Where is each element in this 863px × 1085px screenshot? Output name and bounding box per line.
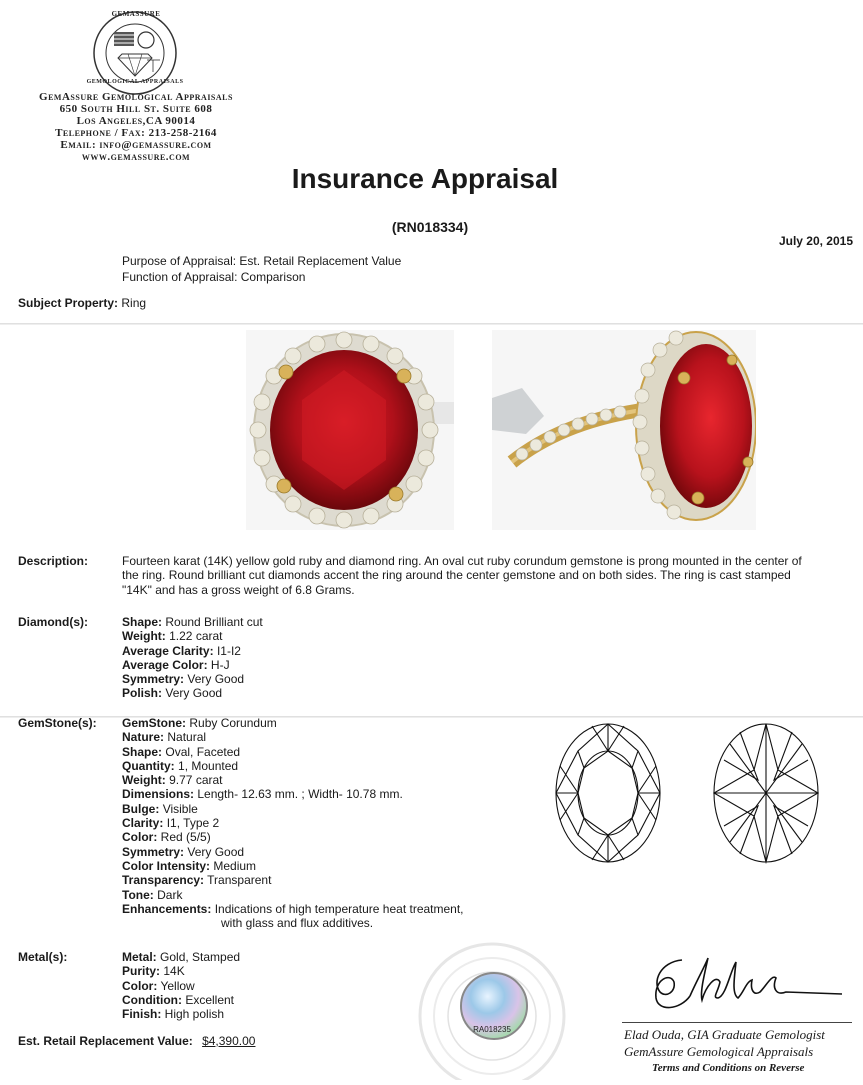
field-key: Symmetry: (122, 672, 185, 687)
field-key: Shape: (122, 615, 163, 629)
estimated-value (18, 1034, 255, 1048)
gemstone-row (122, 773, 464, 787)
field-key: Tone: (122, 887, 154, 902)
metal-row (122, 993, 240, 1007)
field-key: Transparency: (122, 873, 205, 888)
field-key: Metal: (122, 950, 157, 964)
diamond-row (122, 629, 263, 643)
gemstone-row (122, 745, 464, 759)
gemstone-details (122, 716, 464, 930)
gemstone-row (122, 716, 464, 730)
field-key: Quantity: (122, 758, 175, 773)
field-value: 9.77 carat (169, 773, 223, 788)
field-value: Visible (162, 801, 198, 816)
metal-label: Metal(s): (18, 950, 68, 964)
address-line-2: Los Angeles,CA 90014 (76, 115, 196, 127)
field-key: Bulge: (122, 801, 160, 816)
terms-note: Terms and Conditions on Reverse (652, 1062, 805, 1074)
phone: Telephone / Fax: 213-258-2164 (55, 127, 217, 139)
value-amount: $4,390.00 (202, 1034, 256, 1048)
field-value: High polish (164, 1007, 225, 1022)
field-value: H-J (210, 657, 230, 672)
diamonds-details (122, 615, 263, 701)
value-label: Est. Retail Replacement Value: (18, 1034, 193, 1048)
field-key: Nature: (122, 730, 165, 745)
field-value: Natural (167, 730, 207, 745)
seal-bottom-text: GEMOLOGICAL APPRAISALS (86, 79, 184, 85)
appraiser-company: GemAssure Gemological Appraisals (624, 1044, 814, 1059)
metal-row (122, 950, 240, 964)
description-line: the ring. Round brilliant cut diamonds accent the ring around the center gemstone and on both sides. The ring is cast stamped (122, 568, 791, 583)
field-value: Oval, Faceted (165, 744, 241, 759)
diamond-row (122, 672, 263, 686)
company-name: GemAssure Gemological Appraisals (39, 91, 233, 103)
gemstone-row (122, 845, 464, 859)
field-key: Color Intensity: (122, 858, 211, 873)
field-value: Very Good (187, 844, 245, 859)
fold-line (0, 323, 863, 325)
gemstone-row (122, 759, 464, 773)
field-value: I1, Type 2 (166, 816, 220, 831)
field-key: Shape: (122, 744, 163, 759)
gemstone-row (122, 902, 464, 916)
description-text (122, 554, 860, 597)
field-value: Length- 12.63 mm. ; Width- 10.78 mm. (197, 787, 403, 802)
field-value: 1.22 carat (169, 629, 223, 644)
diamond-row (122, 686, 263, 700)
gemstone-row (122, 730, 464, 744)
field-value: Ruby Corundum (189, 716, 277, 730)
report-number: (RN018334) (391, 219, 469, 235)
gemstone-row (122, 859, 464, 873)
field-key: Color: (122, 830, 158, 845)
address-line-1: 650 South Hill St. Suite 608 (59, 103, 213, 115)
oval-crown-facet-diagram (552, 720, 664, 866)
metal-row (122, 1007, 240, 1021)
field-key: Clarity: (122, 816, 164, 831)
subject-property (18, 296, 146, 310)
field-value: Transparent (207, 873, 272, 888)
subject-label: Subject Property: (18, 296, 119, 310)
metal-details (122, 950, 240, 1021)
field-value: Indications of high temperature heat treatment, (214, 901, 464, 916)
appraisal-date: July 20, 2015 (778, 234, 853, 248)
field-key: Purity: (122, 964, 161, 979)
diamond-row (122, 615, 263, 629)
subject-value: Ring (121, 296, 147, 310)
signature-line (622, 1022, 852, 1023)
field-key: Color: (122, 978, 158, 993)
appraiser-name: Elad Ouda, GIA Graduate Gemologist (624, 1027, 825, 1042)
ring-front-photo (246, 330, 454, 530)
field-key: Finish: (122, 1007, 162, 1022)
gemstone-label: GemStone(s): (18, 716, 97, 730)
field-key: Average Color: (122, 657, 208, 672)
description-line: Fourteen karat (14K) yellow gold ruby and diamond ring. An oval cut ruby corundum gemstone is prong mounted in the center of (122, 554, 802, 568)
purpose-of-appraisal: Purpose of Appraisal: Est. Retail Replacement Value (122, 254, 402, 268)
gemstone-row (122, 802, 464, 816)
gemstone-row (122, 830, 464, 844)
gemstone-row (122, 787, 464, 801)
field-key: GemStone: (122, 716, 187, 730)
field-value: Medium (213, 858, 257, 873)
seal-top-text: GEMASSURE (111, 10, 161, 18)
field-value: Dark (157, 887, 183, 902)
description-label: Description: (18, 554, 89, 568)
field-key: Condition: (122, 992, 182, 1007)
field-key: Average Clarity: (122, 643, 214, 658)
field-value: Gold, Stamped (160, 950, 241, 964)
field-value: I1-I2 (216, 643, 241, 658)
field-value: Round Brilliant cut (165, 615, 263, 629)
gemstone-row (122, 888, 464, 902)
hologram-id: RA018235 (473, 1025, 511, 1034)
ring-side-photo (492, 330, 756, 530)
metal-row (122, 964, 240, 978)
enhancements-continued: with glass and flux additives. (221, 916, 374, 931)
handwritten-signature (646, 952, 846, 1022)
diamond-row (122, 658, 263, 672)
field-value: Red (5/5) (160, 830, 211, 845)
field-key: Polish: (122, 686, 163, 701)
diamonds-label: Diamond(s): (18, 615, 88, 629)
document-title: Insurance Appraisal (291, 163, 559, 194)
field-value: 14K (163, 964, 185, 979)
field-value: Very Good (165, 686, 223, 701)
field-key: Weight: (122, 773, 166, 788)
email: Email: info@gemassure.com (60, 139, 212, 151)
field-value: Yellow (160, 978, 195, 993)
field-key: Symmetry: (122, 844, 185, 859)
field-key: Dimensions: (122, 787, 195, 802)
metal-row (122, 979, 240, 993)
company-address (0, 91, 272, 163)
field-value: Excellent (185, 992, 235, 1007)
field-value: 1, Mounted (178, 758, 239, 773)
diamond-row (122, 644, 263, 658)
website: www.gemassure.com (81, 151, 191, 163)
field-value: Very Good (187, 672, 245, 687)
gemstone-row (122, 816, 464, 830)
oval-pavilion-facet-diagram (710, 720, 822, 866)
description-line: "14K" and has a gross weight of 6.8 Grams. (122, 582, 355, 597)
field-key: Weight: (122, 629, 166, 644)
field-key: Enhancements: (122, 901, 212, 916)
function-of-appraisal: Function of Appraisal: Comparison (122, 270, 306, 284)
gemstone-row (122, 873, 464, 887)
